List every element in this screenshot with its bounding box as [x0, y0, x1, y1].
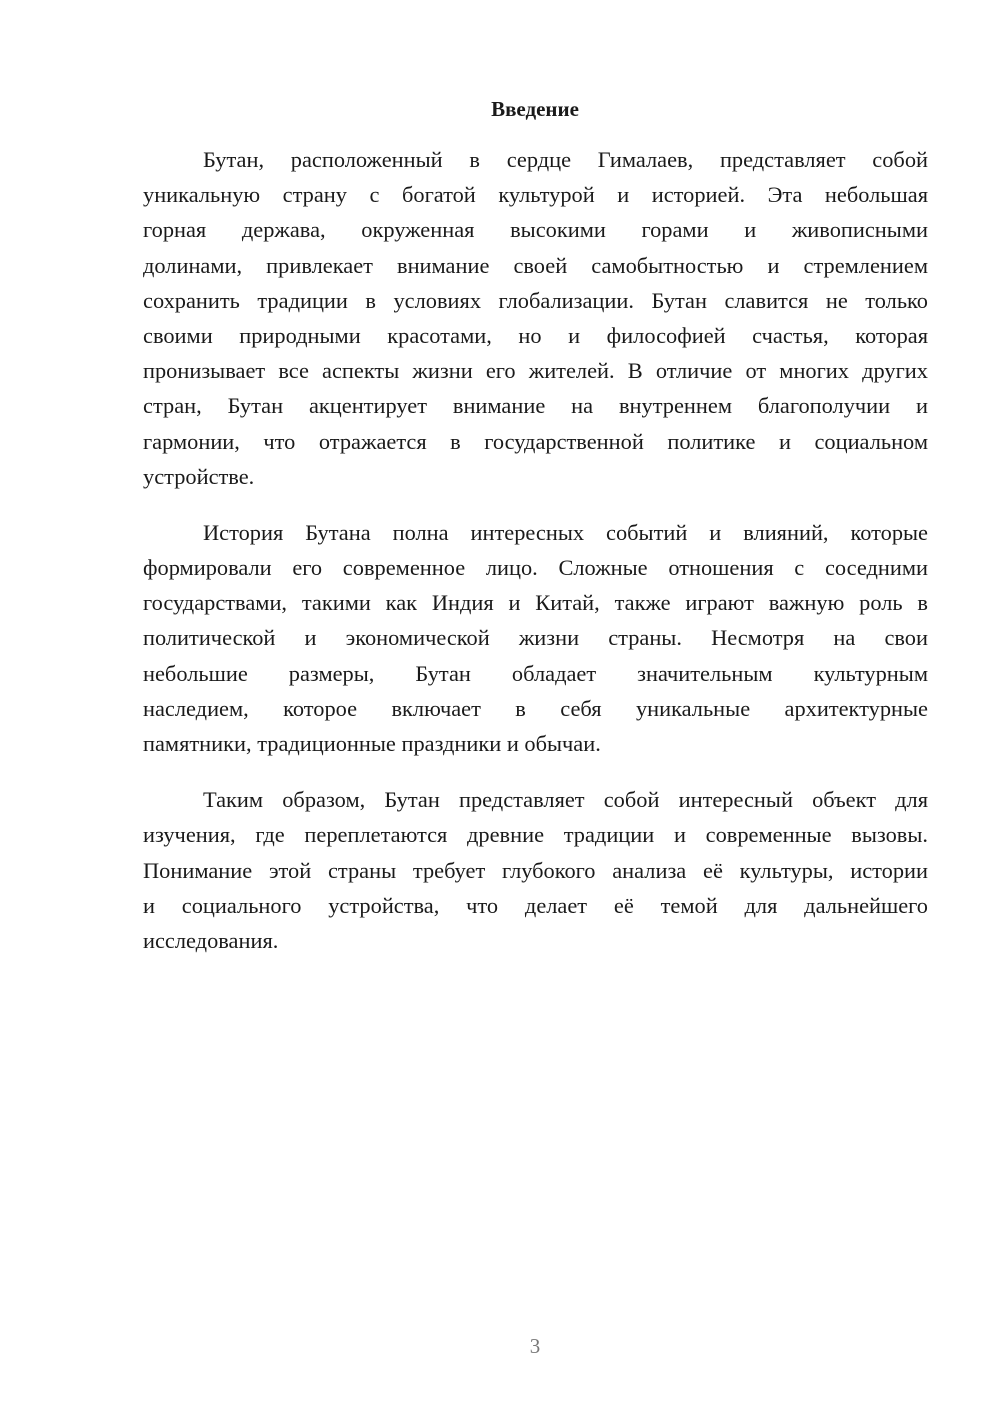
text-line: исследования. — [143, 927, 279, 953]
text-line: небольшие размеры, Бутан обладает значительным культурным — [143, 660, 928, 686]
paragraph — [143, 782, 928, 958]
text-line: стран, Бутан акцентирует внимание на внутреннем благополучии и — [143, 393, 928, 419]
text-line: Таким образом, Бутан представляет собой интересный объект для — [203, 787, 928, 813]
text-line: пронизывает все аспекты жизни его жителей. В отличие от многих других — [143, 358, 928, 384]
page-title: Введение — [491, 97, 579, 121]
text-line: История Бутана полна интересных событий и влияний, которые — [203, 519, 928, 545]
text-line: своими природными красотами, но и философией счастья, которая — [143, 322, 928, 348]
text-line: формировали его современное лицо. Сложные отношения с соседними — [143, 555, 928, 581]
text-line: памятники, традиционные праздники и обычаи. — [143, 731, 601, 756]
text-line: наследием, которое включает в себя уникальные архитектурные — [143, 695, 928, 721]
paragraph — [143, 515, 928, 761]
text-line: и социального устройства, что делает её темой для дальнейшего — [143, 892, 928, 918]
text-line: устройстве. — [143, 463, 255, 489]
text-line: изучения, где переплетаются древние традиции и современные вызовы. — [143, 822, 928, 848]
text-line: государствами, такими как Индия и Китай, также играют важную роль в — [143, 590, 928, 616]
text-line: уникальную страну с богатой культурой и историей. Эта небольшая — [143, 182, 928, 208]
document-body — [143, 142, 928, 979]
paragraph — [143, 142, 928, 494]
text-line: долинами, привлекает внимание своей самобытностью и стремлением — [143, 252, 928, 278]
text-line: политической и экономической жизни страны. Несмотря на свои — [143, 625, 928, 651]
text-line: горная держава, окруженная высокими горами и живописными — [143, 217, 928, 243]
text-line: гармонии, что отражается в государственной политике и социальном — [143, 428, 928, 454]
text-line: Бутан, расположенный в сердце Гималаев, представляет собой — [203, 147, 928, 172]
text-line: сохранить традиции в условиях глобализации. Бутан славится не только — [143, 287, 928, 313]
page-number: 3 — [529, 1334, 541, 1358]
text-line: Понимание этой страны требует глубокого анализа её культуры, истории — [143, 857, 928, 883]
